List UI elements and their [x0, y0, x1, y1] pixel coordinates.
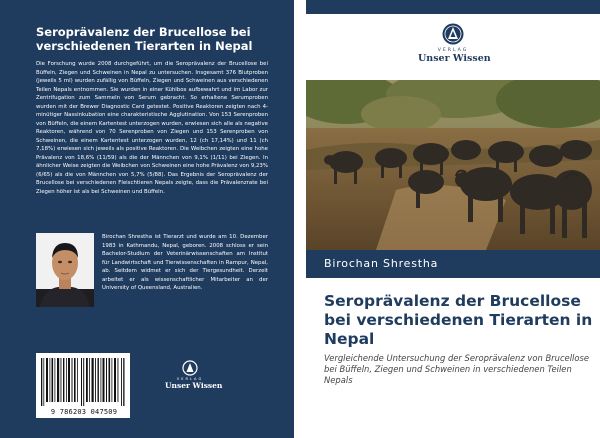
author-photo [36, 233, 94, 307]
publisher-emblem-icon [165, 360, 215, 376]
author-band [306, 250, 600, 278]
front-publisher-name: Unser Wissen [418, 53, 491, 64]
back-publisher-name: Unser Wissen [165, 381, 223, 390]
front-cover [306, 0, 600, 438]
front-top-band [306, 0, 600, 14]
front-publisher-logo [418, 22, 491, 64]
author-bio: Birochan Shrestha ist Tierarzt und wurde am 10. Dezember 1983 in Kathmandu, Nepal, geboren. 2008 schloss er sein Bachelor-Studium der Veterinärwissenschaften am Institut für Landwirtschaft und Tierwissenschaften in Rampur, Nepal, ab. Seitdem widmet er sich der Tiergesundheit. Derzeit arbeitet er als wissenschaftlicher Mitarbeiter an der University of Queensland, Australien. [102, 234, 268, 291]
front-author-name: Birochan Shrestha [324, 257, 439, 270]
back-cover-blurb: Die Forschung wurde 2008 durchgeführt, um die Seroprävalenz der Brucellose bei Büffeln, Ziegen und Schweinen in Nepal zu untersuchen. Insgesamt 376 Blutproben (jeweils 5 ml) wurden zufällig von Büffeln, Ziegen und Schweinen aus verschiedenen Teilen Nepals entnommen. Sie wurden in einer Kühlbox aufbewahrt und im Labor zur Zentrifugation zum Sammeln von Serum gebracht. So erhaltene Serumproben wurden mit der Brewer Diagnostic Card getestet. Positive Reaktoren zeigten nach 4-minütiger Nassinkubation eine charakteristische Agglutination. Von 153 Serenproben von Büffeln, die einem Kartentest unterzogen wurden, erwiesen sich alle als negative Reaktoren, während von 70 Serenproben von Ziegen und 153 Serenproben von Schweinen, die einem Kartentest unterzogen wurden, 12 (ch 17,14%) und 11 (ch 7,18%) erwiesen sich jeweils als positive Reaktoren. Die Weibchen zeigten eine hohe Prävalenz von 18,6% (11/59) als die der Männchen von 9,1% (1/11) bei Ziegen. In ähnlicher Weise zeigten die Weibchen von Schweinen eine hohe Prävalenz von 9,23% (6/65) als die von Männchen von 5,7% (5/88). Das Ergebnis der Seroprävalenz der Brucellose bei verschiedenen Fleischtieren Nepals zeigte, dass die Prävalenzrate bei Ziegen höher ist als bei Schweinen und Büffeln. [36, 61, 268, 195]
publisher-emblem-icon [418, 22, 488, 46]
back-publisher-logo [165, 360, 223, 390]
spine [294, 0, 306, 438]
front-publisher-tagline: VERLAG [437, 48, 469, 53]
front-cover-subtitle: Vergleichende Untersuchung der Seroprävalenz von Brucellose bei Büffeln, Ziegen und Schweinen in verschiedenen Teilen Nepals [324, 353, 589, 385]
cover-photo-buffalo-herd [306, 80, 600, 250]
front-cover-title: Seroprävalenz der Brucellose bei verschiedenen Tierarten in Nepal [324, 292, 593, 348]
back-publisher-tagline: VERLAG [176, 377, 204, 381]
isbn-digits: 9 786203 047509 [50, 408, 118, 416]
back-cover-title: Seroprävalenz der Brucellose bei verschiedenen Tierarten in Nepal [36, 25, 253, 53]
isbn-barcode [36, 353, 130, 418]
barcode-icon [36, 356, 130, 410]
back-cover [0, 0, 294, 438]
